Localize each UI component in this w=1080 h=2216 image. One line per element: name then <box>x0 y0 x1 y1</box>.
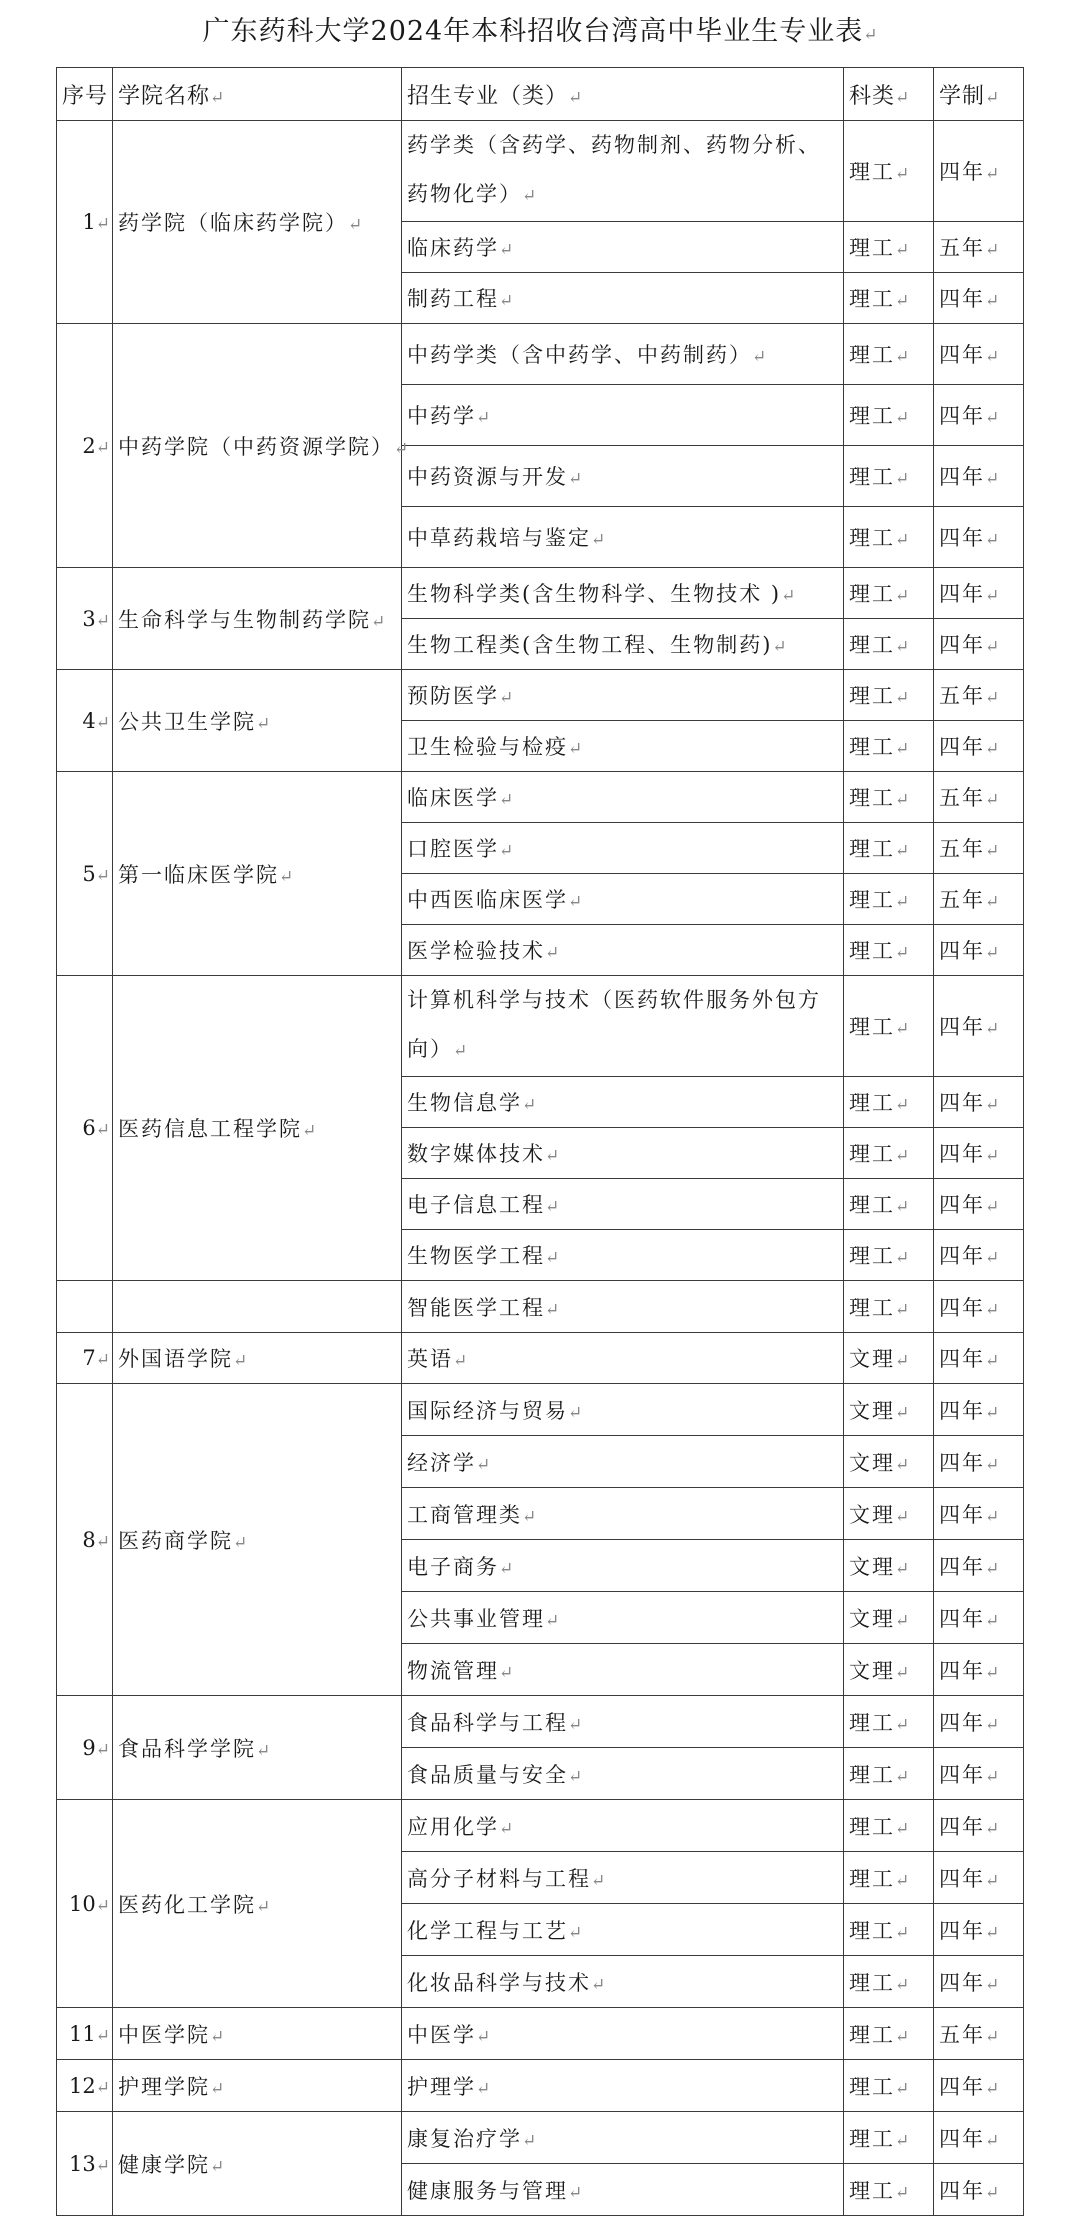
cell-college: 医药商学院↵ <box>113 1384 402 1696</box>
cell-seq: 10↵ <box>57 1800 113 2008</box>
cell-duration: 四年↵ <box>934 2164 1024 2216</box>
cell-category: 理工↵ <box>844 772 934 823</box>
cell-major: 卫生检验与检疫↵ <box>402 721 844 772</box>
cell-major: 应用化学↵ <box>402 1800 844 1852</box>
cell-duration: 四年↵ <box>934 1077 1024 1128</box>
cell-duration: 四年↵ <box>934 1748 1024 1800</box>
cell-duration: 四年↵ <box>934 1644 1024 1696</box>
cell-category: 理工↵ <box>844 2164 934 2216</box>
cell-category: 理工↵ <box>844 568 934 619</box>
cell-college: 食品科学学院↵ <box>113 1696 402 1800</box>
cell-major: 食品质量与安全↵ <box>402 1748 844 1800</box>
cell-duration: 四年↵ <box>934 2060 1024 2112</box>
cell-major: 预防医学↵ <box>402 670 844 721</box>
cell-duration: 四年↵ <box>934 385 1024 446</box>
header-duration: 学制↵ <box>934 68 1024 121</box>
header-college: 学院名称↵ <box>113 68 402 121</box>
cell-major: 健康服务与管理↵ <box>402 2164 844 2216</box>
cell-duration: 五年↵ <box>934 874 1024 925</box>
cell-duration: 五年↵ <box>934 772 1024 823</box>
cell-duration: 四年↵ <box>934 1128 1024 1179</box>
cell-category: 文理↵ <box>844 1644 934 1696</box>
cell-category: 理工↵ <box>844 1852 934 1904</box>
cell-major: 中药资源与开发↵ <box>402 446 844 507</box>
cell-category: 理工↵ <box>844 1281 934 1333</box>
cell-category: 理工↵ <box>844 222 934 273</box>
cell-duration: 四年↵ <box>934 1436 1024 1488</box>
cell-category: 文理↵ <box>844 1384 934 1436</box>
cell-category: 理工↵ <box>844 670 934 721</box>
cell-major: 中草药栽培与鉴定↵ <box>402 507 844 568</box>
cell-category: 理工↵ <box>844 2008 934 2060</box>
cell-major: 工商管理类↵ <box>402 1488 844 1540</box>
cell-major: 计算机科学与技术（医药软件服务外包方向）↵ <box>402 976 844 1077</box>
cell-category: 理工↵ <box>844 2112 934 2164</box>
cell-duration: 四年↵ <box>934 619 1024 670</box>
cell-duration: 四年↵ <box>934 121 1024 222</box>
document-title <box>0 10 1080 54</box>
header-seq: 序号 <box>57 68 113 121</box>
cell-major: 临床医学↵ <box>402 772 844 823</box>
cell-category: 理工↵ <box>844 446 934 507</box>
cell-college: 生命科学与生物制药学院↵ <box>113 568 402 670</box>
cell-college: 医药化工学院↵ <box>113 1800 402 2008</box>
cell-major: 食品科学与工程↵ <box>402 1696 844 1748</box>
cell-category: 文理↵ <box>844 1436 934 1488</box>
cell-duration: 四年↵ <box>934 1956 1024 2008</box>
cell-major: 医学检验技术↵ <box>402 925 844 976</box>
cell-college: 公共卫生学院↵ <box>113 670 402 772</box>
header-major: 招生专业（类）↵ <box>402 68 844 121</box>
cell-major: 高分子材料与工程↵ <box>402 1852 844 1904</box>
paragraph-mark-icon: ↵ <box>863 25 878 45</box>
cell-seq: 1↵ <box>57 121 113 324</box>
cell-duration: 四年↵ <box>934 1800 1024 1852</box>
cell-duration: 四年↵ <box>934 1333 1024 1384</box>
cell-seq <box>57 1281 113 1333</box>
cell-category: 理工↵ <box>844 121 934 222</box>
cell-duration: 四年↵ <box>934 925 1024 976</box>
cell-category: 理工↵ <box>844 1128 934 1179</box>
cell-duration: 四年↵ <box>934 1384 1024 1436</box>
cell-college: 外国语学院↵ <box>113 1333 402 1384</box>
cell-category: 理工↵ <box>844 721 934 772</box>
cell-seq: 3↵ <box>57 568 113 670</box>
cell-category: 文理↵ <box>844 1488 934 1540</box>
cell-duration: 四年↵ <box>934 273 1024 324</box>
cell-major: 公共事业管理↵ <box>402 1592 844 1644</box>
cell-duration: 四年↵ <box>934 721 1024 772</box>
cell-major: 生物信息学↵ <box>402 1077 844 1128</box>
cell-major: 电子商务↵ <box>402 1540 844 1592</box>
majors-table-part-2 <box>56 1280 1024 2216</box>
table-row <box>57 2008 1024 2060</box>
cell-category: 理工↵ <box>844 925 934 976</box>
cell-category: 理工↵ <box>844 324 934 385</box>
cell-category: 理工↵ <box>844 874 934 925</box>
cell-seq: 8↵ <box>57 1384 113 1696</box>
cell-seq: 2↵ <box>57 324 113 568</box>
cell-college: 药学院（临床药学院）↵ <box>113 121 402 324</box>
cell-duration: 四年↵ <box>934 568 1024 619</box>
cell-major: 护理学↵ <box>402 2060 844 2112</box>
document-title-text: 广东药科大学2024年本科招收台湾高中毕业生专业表 <box>202 16 864 47</box>
cell-college: 护理学院↵ <box>113 2060 402 2112</box>
cell-category: 理工↵ <box>844 1956 934 2008</box>
cell-category: 文理↵ <box>844 1333 934 1384</box>
cell-duration: 四年↵ <box>934 1696 1024 1748</box>
table-row <box>57 976 1024 1077</box>
cell-major: 经济学↵ <box>402 1436 844 1488</box>
cell-seq: 6↵ <box>57 976 113 1281</box>
cell-duration: 五年↵ <box>934 222 1024 273</box>
header-category: 科类↵ <box>844 68 934 121</box>
cell-duration: 四年↵ <box>934 446 1024 507</box>
cell-duration: 四年↵ <box>934 2112 1024 2164</box>
table-row <box>57 1696 1024 1748</box>
cell-duration: 四年↵ <box>934 1230 1024 1281</box>
cell-duration: 四年↵ <box>934 976 1024 1077</box>
cell-category: 理工↵ <box>844 385 934 446</box>
cell-category: 理工↵ <box>844 619 934 670</box>
cell-major: 生物医学工程↵ <box>402 1230 844 1281</box>
cell-major: 智能医学工程↵ <box>402 1281 844 1333</box>
cell-category: 理工↵ <box>844 1077 934 1128</box>
cell-major: 中药学↵ <box>402 385 844 446</box>
cell-duration: 四年↵ <box>934 1281 1024 1333</box>
cell-major: 中医学↵ <box>402 2008 844 2060</box>
cell-college <box>113 1281 402 1333</box>
cell-major: 生物工程类(含生物工程、生物制药)↵ <box>402 619 844 670</box>
cell-seq: 5↵ <box>57 772 113 976</box>
cell-college: 医药信息工程学院↵ <box>113 976 402 1281</box>
cell-major: 中药学类（含中药学、中药制药）↵ <box>402 324 844 385</box>
table-row <box>57 772 1024 823</box>
table-row <box>57 1333 1024 1384</box>
cell-duration: 四年↵ <box>934 1904 1024 1956</box>
cell-category: 理工↵ <box>844 1179 934 1230</box>
cell-major: 口腔医学↵ <box>402 823 844 874</box>
cell-duration: 五年↵ <box>934 670 1024 721</box>
cell-seq: 7↵ <box>57 1333 113 1384</box>
cell-duration: 四年↵ <box>934 1540 1024 1592</box>
table-row <box>57 670 1024 721</box>
cell-college: 第一临床医学院↵ <box>113 772 402 976</box>
cell-major: 电子信息工程↵ <box>402 1179 844 1230</box>
cell-seq: 12↵ <box>57 2060 113 2112</box>
cell-seq: 4↵ <box>57 670 113 772</box>
cell-category: 理工↵ <box>844 1800 934 1852</box>
cell-category: 文理↵ <box>844 1592 934 1644</box>
cell-category: 理工↵ <box>844 507 934 568</box>
table-row <box>57 1281 1024 1333</box>
cell-major: 生物科学类(含生物科学、生物技术 )↵ <box>402 568 844 619</box>
table-row <box>57 1800 1024 1852</box>
cell-seq: 13↵ <box>57 2112 113 2216</box>
cell-category: 理工↵ <box>844 976 934 1077</box>
cell-major: 康复治疗学↵ <box>402 2112 844 2164</box>
cell-major: 制药工程↵ <box>402 273 844 324</box>
cell-major: 数字媒体技术↵ <box>402 1128 844 1179</box>
table-row <box>57 1384 1024 1436</box>
cell-category: 理工↵ <box>844 273 934 324</box>
cell-category: 文理↵ <box>844 1540 934 1592</box>
cell-duration: 四年↵ <box>934 1592 1024 1644</box>
cell-duration: 四年↵ <box>934 1179 1024 1230</box>
cell-college: 健康学院↵ <box>113 2112 402 2216</box>
cell-major: 中西医临床医学↵ <box>402 874 844 925</box>
cell-category: 理工↵ <box>844 1696 934 1748</box>
cell-duration: 五年↵ <box>934 823 1024 874</box>
cell-major: 化妆品科学与技术↵ <box>402 1956 844 2008</box>
cell-college: 中医学院↵ <box>113 2008 402 2060</box>
cell-major: 化学工程与工艺↵ <box>402 1904 844 1956</box>
cell-seq: 11↵ <box>57 2008 113 2060</box>
majors-table-part-1 <box>56 67 1024 1281</box>
cell-major: 英语↵ <box>402 1333 844 1384</box>
cell-category: 理工↵ <box>844 1748 934 1800</box>
cell-duration: 四年↵ <box>934 324 1024 385</box>
cell-college: 中药学院（中药资源学院）↵ <box>113 324 402 568</box>
table-row <box>57 568 1024 619</box>
table-row <box>57 324 1024 385</box>
cell-duration: 四年↵ <box>934 507 1024 568</box>
table-row <box>57 2060 1024 2112</box>
table-header-row <box>57 68 1024 121</box>
cell-major: 国际经济与贸易↵ <box>402 1384 844 1436</box>
cell-category: 理工↵ <box>844 2060 934 2112</box>
cell-category: 理工↵ <box>844 823 934 874</box>
cell-category: 理工↵ <box>844 1230 934 1281</box>
cell-seq: 9↵ <box>57 1696 113 1800</box>
cell-duration: 四年↵ <box>934 1852 1024 1904</box>
cell-duration: 五年↵ <box>934 2008 1024 2060</box>
table-row <box>57 2112 1024 2164</box>
cell-major: 药学类（含药学、药物制剂、药物分析、药物化学）↵ <box>402 121 844 222</box>
table-row <box>57 121 1024 222</box>
cell-major: 物流管理↵ <box>402 1644 844 1696</box>
cell-duration: 四年↵ <box>934 1488 1024 1540</box>
cell-category: 理工↵ <box>844 1904 934 1956</box>
cell-major: 临床药学↵ <box>402 222 844 273</box>
